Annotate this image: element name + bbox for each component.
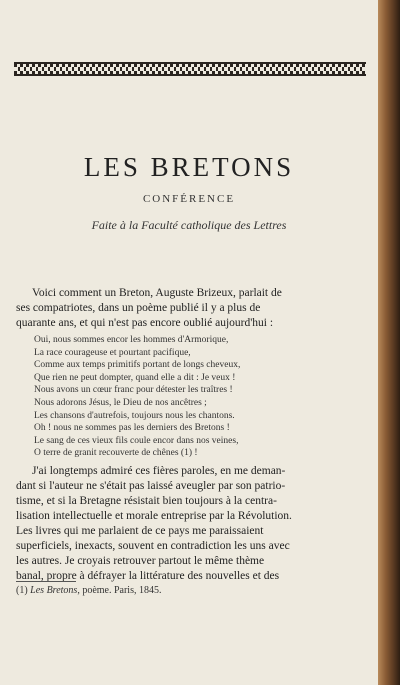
venue-line: Faite à la Faculté catholique des Lettres <box>91 218 287 232</box>
text-line: tisme, et si la Bretagne résistait bien toujours à la centra- <box>16 495 277 507</box>
poem-line: La race courageuse et pourtant pacifique, <box>34 347 191 358</box>
footnote <box>16 585 161 596</box>
book-edge <box>378 0 400 685</box>
footnote-text: , poème. Paris, 1845. <box>77 585 162 596</box>
poem-line: Le sang de ces vieux fils coule encor dans nos veines, <box>34 435 239 446</box>
footnote-marker: (1) <box>16 585 28 596</box>
page-title: LES BRETONS <box>83 152 295 182</box>
poem-line: Oh ! nous ne sommes pas les derniers des Bretons ! <box>34 423 230 434</box>
text-line: ses compatriotes, dans un poème publié il y a plus de <box>16 302 261 314</box>
text-line: Les livres qui me parlaient de ce pays me paraissaient <box>16 525 264 537</box>
text-line: banal, propre à défrayer la littérature des nouvelles et des <box>16 570 280 582</box>
text-line: Voici comment un Breton, Auguste Brizeux, parlait de <box>32 287 282 299</box>
poem-line: Comme aux temps primitifs portant de longs cheveux, <box>34 360 241 371</box>
text-line: dant si l'auteur ne s'était pas laissé aveugler par son patrio- <box>16 480 286 492</box>
subtitle: CONFÉRENCE <box>142 193 236 205</box>
text-line: superficiels, inexacts, souvent en contradiction les uns avec <box>16 540 290 552</box>
intro-paragraph <box>16 286 368 331</box>
poem-line: O terre de granit recouverte de chênes (1) ! <box>34 448 198 459</box>
poem-line: Nous avons un cœur franc pour détester les traîtres ! <box>34 385 233 396</box>
poem-line: Nous adorons Jésus, le Dieu de nos ancêtres ; <box>34 397 207 408</box>
ornamental-border <box>14 62 366 76</box>
poem-line: Oui, nous sommes encor les hommes d'Armorique, <box>34 335 229 345</box>
footnote-rule <box>16 581 76 582</box>
poem-line: Les chansons d'autrefois, toujours nous les chantons. <box>34 410 235 421</box>
body-paragraph <box>16 464 368 584</box>
text-line: lisation intellectuelle et morale entreprise par la Révolution. <box>16 510 292 522</box>
text-line: J'ai longtemps admiré ces fières paroles, en me deman- <box>32 465 286 477</box>
footnote-work-title: Les Bretons <box>30 585 78 596</box>
text-line: quarante ans, et qui n'est pas encore oublié aujourd'hui : <box>16 317 274 329</box>
poem-quote <box>34 334 334 460</box>
text-line: les autres. Je croyais retrouver partout le même thème <box>16 555 265 567</box>
poem-line: Que rien ne peut dompter, quand elle a dit : Je veux ! <box>34 372 236 383</box>
